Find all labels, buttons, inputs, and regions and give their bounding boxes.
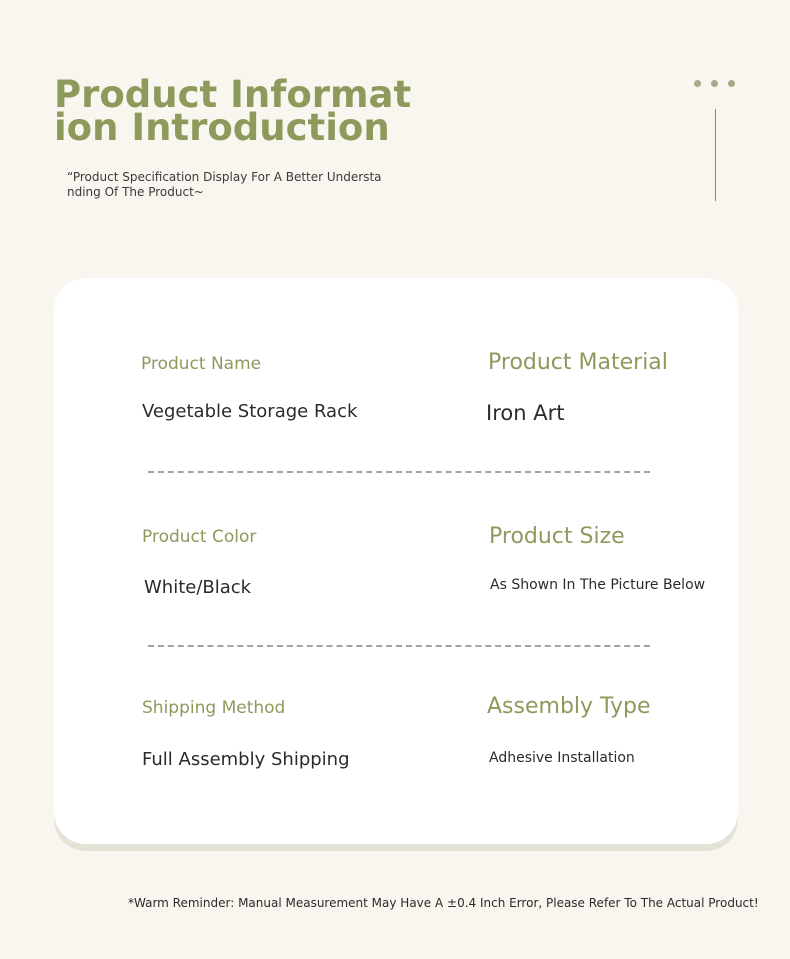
product-size-label: Product Size xyxy=(489,524,625,549)
product-material-value: Iron Art xyxy=(486,401,565,425)
warm-reminder: *Warm Reminder: Manual Measurement May Have A ±0.4 Inch Error, Please Refer To The Actual Product! xyxy=(128,896,759,910)
dot xyxy=(694,80,701,87)
assembly-type-value: Adhesive Installation xyxy=(489,750,635,766)
product-name-value: Vegetable Storage Rack xyxy=(142,401,358,422)
product-color-label: Product Color xyxy=(142,527,257,547)
dot xyxy=(711,80,718,87)
product-material-label: Product Material xyxy=(488,350,668,375)
shipping-method-label: Shipping Method xyxy=(142,698,286,718)
page-subtitle: “Product Specification Display For A Better Understanding Of The Product~ xyxy=(67,170,382,199)
shipping-method-value: Full Assembly Shipping xyxy=(142,749,350,770)
vertical-divider xyxy=(715,109,716,201)
dashed-divider xyxy=(148,471,650,473)
assembly-type-label: Assembly Type xyxy=(487,694,651,719)
page-title: Product Information Introduction xyxy=(54,73,412,149)
dot xyxy=(728,80,735,87)
product-size-value: As Shown In The Picture Below xyxy=(490,577,706,593)
dashed-divider xyxy=(148,645,650,647)
product-color-value: White/Black xyxy=(144,577,252,598)
three-dots-icon xyxy=(694,80,735,87)
product-name-label: Product Name xyxy=(141,354,262,374)
